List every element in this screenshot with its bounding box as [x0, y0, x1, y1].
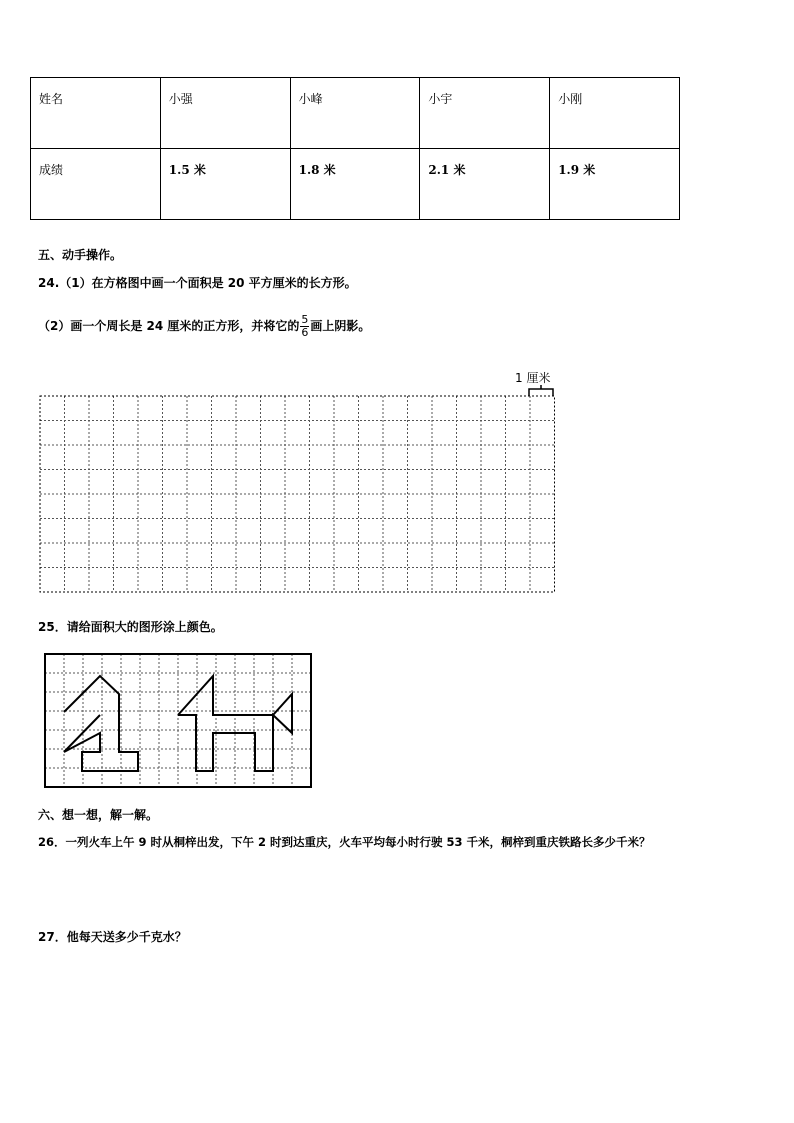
table-cell: 小宇	[420, 78, 550, 149]
question-27: 27．他每天送多少千克水？	[38, 930, 187, 944]
shape-left-figure	[64, 676, 138, 771]
section5-heading: 五、动手操作。	[38, 248, 123, 262]
table-cell: 姓名	[31, 78, 161, 149]
table-cell: 1.8 米	[290, 149, 420, 220]
fraction-numerator: 5	[301, 313, 309, 326]
table-cell: 1.5 米	[160, 149, 290, 220]
table-cell: 小刚	[550, 78, 680, 149]
table-cell: 1.9 米	[550, 149, 680, 220]
question-26: 26．一列火车上午 9 时从桐梓出发，下午 2 时到达重庆，火车平均每小时行驶 53 千米，桐梓到重庆铁路长多少千米？	[38, 835, 651, 849]
fraction-denominator: 6	[301, 326, 309, 339]
question-24-part2-text-end: 画上阴影。	[310, 319, 371, 333]
question-25: 25．请给面积大的图形涂上颜色。	[38, 620, 223, 634]
table-cell: 小峰	[290, 78, 420, 149]
question-24-part2-text: （2）画一个周长是 24 厘米的正方形，并将它的	[38, 319, 300, 333]
question-24-part1: 24.（1）在方格图中画一个面积是 20 平方厘米的长方形。	[38, 276, 357, 290]
section6-heading: 六、想一想，解一解。	[38, 808, 159, 822]
table-cell: 成绩	[31, 149, 161, 220]
grid-unit-label: 1 厘米	[515, 371, 551, 385]
table-cell: 2.1 米	[420, 149, 550, 220]
table-cell: 小强	[160, 78, 290, 149]
